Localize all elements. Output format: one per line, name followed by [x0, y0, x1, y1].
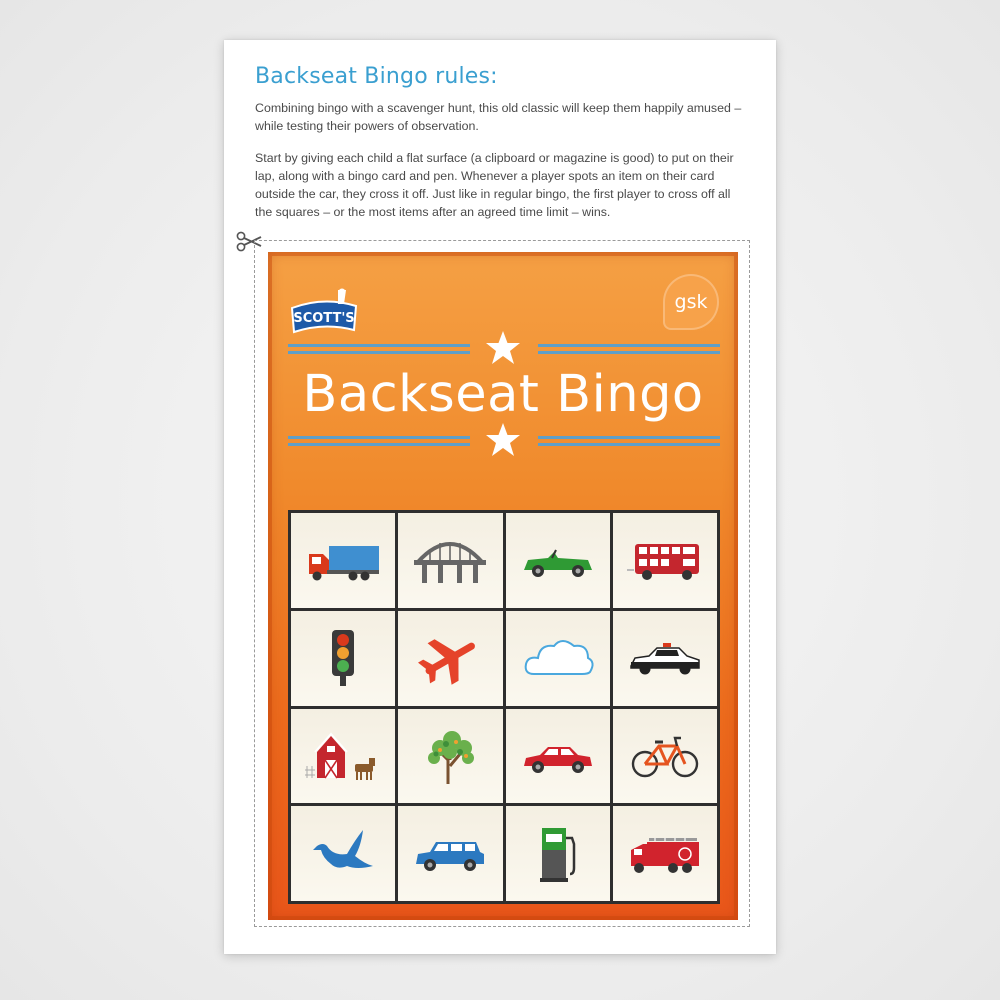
- bingo-square[interactable]: [398, 806, 502, 901]
- bingo-square[interactable]: [613, 611, 717, 706]
- police-car-icon: [625, 628, 705, 688]
- stripes-top-right: [538, 344, 720, 354]
- double-decker-bus-icon: [625, 530, 705, 590]
- bingo-square[interactable]: [398, 611, 502, 706]
- bird-icon: [303, 824, 383, 884]
- bingo-square[interactable]: [291, 513, 395, 608]
- printable-sheet: [224, 40, 776, 954]
- bingo-square[interactable]: [613, 513, 717, 608]
- stripes-top-left: [288, 344, 470, 354]
- bingo-square[interactable]: [613, 806, 717, 901]
- traffic-light-icon: [303, 628, 383, 688]
- tree-icon: [410, 726, 490, 786]
- gsk-logo-text: gsk: [674, 291, 708, 313]
- star-icon-top: [484, 330, 522, 366]
- rules-title: Backseat Bingo rules:: [255, 64, 498, 89]
- scotts-logo-text: SCOTT'S: [293, 311, 355, 326]
- gas-pump-icon: [518, 824, 598, 884]
- barn-icon: [303, 726, 383, 786]
- convertible-car-icon: [518, 530, 598, 590]
- rules-paragraph-instructions: Start by giving each child a flat surface (a clipboard or magazine is good) to put on their lap, along with a bingo card and pen. Whenever a player spots an item on their card outside the car, they cross it off. Just like in regular bingo, the first player to cross off all the squares – or the most items after an agreed time limit – wins.: [255, 151, 734, 219]
- bingo-square[interactable]: [506, 806, 610, 901]
- star-icon-bottom: [484, 422, 522, 458]
- bingo-square[interactable]: [506, 709, 610, 804]
- cloud-icon: [518, 628, 598, 688]
- scotts-logo: [288, 286, 360, 342]
- bingo-square[interactable]: [506, 611, 610, 706]
- bingo-square[interactable]: [398, 709, 502, 804]
- bingo-square[interactable]: [291, 611, 395, 706]
- bingo-square[interactable]: [613, 709, 717, 804]
- bingo-square[interactable]: [506, 513, 610, 608]
- bicycle-icon: [625, 726, 705, 786]
- bingo-square[interactable]: [291, 806, 395, 901]
- rules-paragraph-intro: Combining bingo with a scavenger hunt, this old classic will keep them happily amused – while testing their powers of observation.: [255, 101, 742, 133]
- gsk-logo: [663, 274, 719, 330]
- sedan-car-icon: [518, 726, 598, 786]
- stripes-bottom-left: [288, 436, 470, 446]
- station-wagon-icon: [410, 824, 490, 884]
- card-title: Backseat Bingo: [302, 365, 704, 424]
- fire-truck-icon: [625, 824, 705, 884]
- bingo-square[interactable]: [398, 513, 502, 608]
- airplane-icon: [410, 628, 490, 688]
- bridge-icon: [410, 530, 490, 590]
- truck-icon: [303, 530, 383, 590]
- bingo-card: [268, 252, 738, 920]
- bingo-grid: [288, 510, 720, 904]
- stripes-bottom-right: [538, 436, 720, 446]
- bingo-square[interactable]: [291, 709, 395, 804]
